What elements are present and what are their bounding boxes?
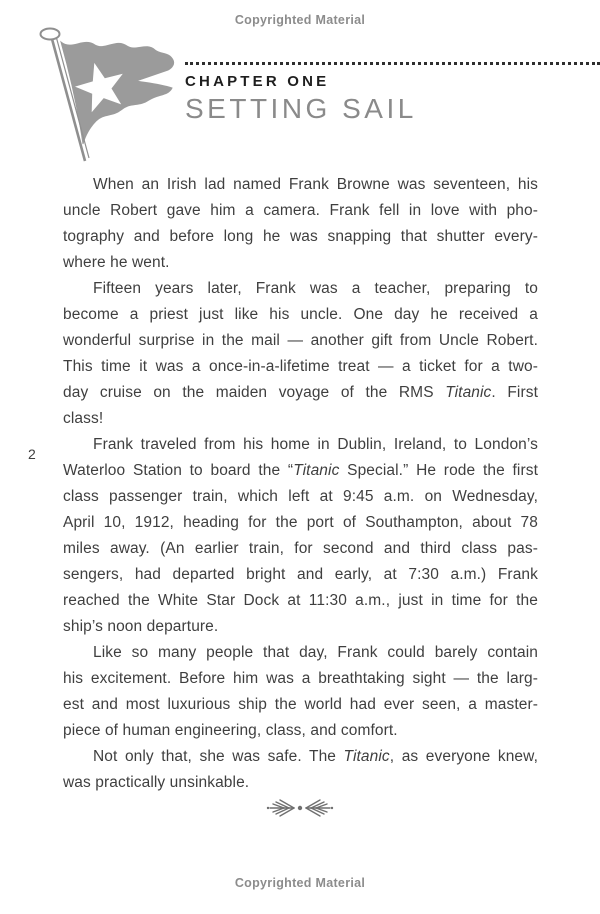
- white-star-line-flag-icon: [28, 24, 182, 170]
- body-line: Not only that, she was safe. The Titanic, as everyone knew,: [93, 748, 538, 765]
- body-line: Frank traveled from his home in Dublin, Ireland, to London’s: [93, 436, 538, 453]
- body-text: [63, 172, 538, 796]
- dotted-rule: [185, 62, 600, 65]
- body-line: April 10, 1912, heading for the port of Southampton, about 78: [63, 514, 538, 531]
- body-line: sengers, had departed bright and early, at 7:30 a.m.) Frank: [63, 566, 538, 583]
- body-line: class!: [63, 410, 104, 427]
- body-line: day cruise on the maiden voyage of the RMS Titanic. First: [63, 384, 538, 401]
- body-line: Like so many people that day, Frank could barely contain: [93, 644, 538, 661]
- body-line: piece of human engineering, class, and comfort.: [63, 722, 398, 739]
- leaf-sprig-divider-ornament: [248, 796, 352, 820]
- paragraph: [63, 172, 538, 276]
- chapter-title: SETTING SAIL: [185, 93, 417, 124]
- body-line: Fifteen years later, Frank was a teacher, preparing to: [93, 280, 538, 297]
- body-line: reached the White Star Dock at 11:30 a.m., just in time for the: [63, 592, 538, 609]
- section-divider: [0, 796, 600, 820]
- body-line: This time it was a once-in-a-lifetime treat — a ticket for a two-: [63, 358, 538, 375]
- body-line: uncle Robert gave him a camera. Frank fell in love with pho-: [63, 202, 538, 219]
- body-line: tography and before long he was snapping that shutter every-: [63, 228, 538, 245]
- body-line: become a priest just like his uncle. One day he received a: [63, 306, 538, 323]
- body-line: wonderful surprise in the mail — another gift from Uncle Robert.: [63, 332, 538, 349]
- copyright-notice-bottom: Copyrighted Material: [234, 876, 366, 890]
- body-line: miles away. (An earlier train, for second and third class pas-: [63, 540, 538, 557]
- body-line: When an Irish lad named Frank Browne was seventeen, his: [93, 176, 538, 193]
- chapter-header: [185, 62, 600, 125]
- paragraph: [63, 432, 538, 640]
- paragraph: [63, 276, 538, 432]
- flag-pennant: [61, 42, 174, 144]
- body-line: ship’s noon departure.: [63, 618, 219, 635]
- paragraph: [63, 744, 538, 796]
- chapter-label: CHAPTER ONE: [185, 73, 330, 90]
- paragraph: [63, 640, 538, 744]
- page-number: 2: [28, 446, 36, 462]
- body-line: class passenger train, which left at 9:45 a.m. on Wednesday,: [63, 488, 538, 505]
- body-line: est and most luxurious ship the world had ever seen, a master-: [63, 696, 538, 713]
- copyright-notice-top: Copyrighted Material: [234, 13, 366, 27]
- body-line: Waterloo Station to board the “Titanic Special.” He rode the first: [63, 462, 538, 479]
- body-line: was practically unsinkable.: [63, 774, 250, 791]
- body-line: his excitement. Before him was a breathtaking sight — the larg-: [63, 670, 538, 687]
- body-line: where he went.: [63, 254, 170, 271]
